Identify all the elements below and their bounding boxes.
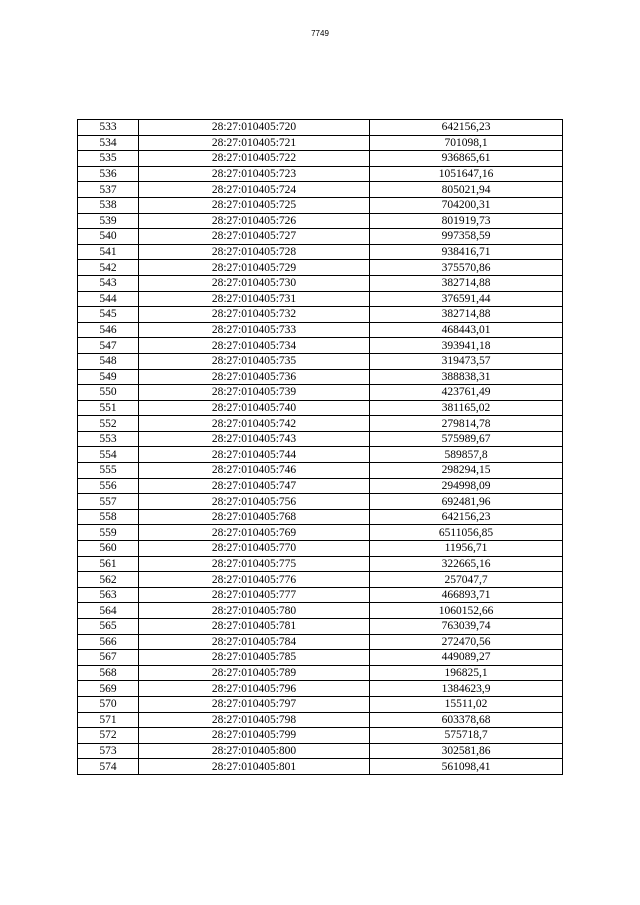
- cadastral-value-cell: 376591,44: [370, 291, 563, 307]
- cadastral-number-cell: 28:27:010405:729: [139, 260, 370, 276]
- row-number-cell: 538: [78, 197, 139, 213]
- cadastral-value-cell: 701098,1: [370, 135, 563, 151]
- cadastral-value-cell: 575718,7: [370, 728, 563, 744]
- row-number-cell: 542: [78, 260, 139, 276]
- table-row: [78, 603, 563, 619]
- row-number-cell: 559: [78, 525, 139, 541]
- table-row: [78, 120, 563, 136]
- cadastral-value-cell: 423761,49: [370, 385, 563, 401]
- cadastral-value-cell: 1060152,66: [370, 603, 563, 619]
- table-row: [78, 572, 563, 588]
- cadastral-number-cell: 28:27:010405:726: [139, 213, 370, 229]
- cadastral-value-cell: 589857,8: [370, 447, 563, 463]
- table-row: [78, 135, 563, 151]
- row-number-cell: 549: [78, 369, 139, 385]
- row-number-cell: 563: [78, 587, 139, 603]
- row-number-cell: 543: [78, 275, 139, 291]
- cadastral-value-cell: 294998,09: [370, 478, 563, 494]
- row-number-cell: 557: [78, 494, 139, 510]
- cadastral-number-cell: 28:27:010405:724: [139, 182, 370, 198]
- cadastral-number-cell: 28:27:010405:770: [139, 541, 370, 557]
- cadastral-value-cell: 393941,18: [370, 338, 563, 354]
- cadastral-number-cell: 28:27:010405:800: [139, 743, 370, 759]
- cadastral-value-cell: 279814,78: [370, 416, 563, 432]
- cadastral-value-cell: 11956,71: [370, 541, 563, 557]
- table-row: [78, 307, 563, 323]
- cadastral-number-cell: 28:27:010405:776: [139, 572, 370, 588]
- row-number-cell: 536: [78, 166, 139, 182]
- table-row: [78, 525, 563, 541]
- cadastral-value-cell: 561098,41: [370, 759, 563, 775]
- cadastral-number-cell: 28:27:010405:734: [139, 338, 370, 354]
- cadastral-number-cell: 28:27:010405:742: [139, 416, 370, 432]
- table-row: [78, 244, 563, 260]
- cadastral-value-cell: 382714,88: [370, 307, 563, 323]
- cadastral-value-cell: 642156,23: [370, 120, 563, 136]
- cadastral-number-cell: 28:27:010405:721: [139, 135, 370, 151]
- table-row: [78, 431, 563, 447]
- row-number-cell: 560: [78, 541, 139, 557]
- cadastral-value-cell: 319473,57: [370, 353, 563, 369]
- cadastral-number-cell: 28:27:010405:768: [139, 509, 370, 525]
- cadastral-number-cell: 28:27:010405:733: [139, 322, 370, 338]
- cadastral-value-cell: 322665,16: [370, 556, 563, 572]
- cadastral-number-cell: 28:27:010405:744: [139, 447, 370, 463]
- table-row: [78, 509, 563, 525]
- cadastral-number-cell: 28:27:010405:725: [139, 197, 370, 213]
- table-row: [78, 681, 563, 697]
- table-row: [78, 759, 563, 775]
- row-number-cell: 569: [78, 681, 139, 697]
- cadastral-value-cell: 388838,31: [370, 369, 563, 385]
- cadastral-number-cell: 28:27:010405:727: [139, 229, 370, 245]
- table-row: [78, 463, 563, 479]
- table-row: [78, 260, 563, 276]
- cadastral-value-cell: 302581,86: [370, 743, 563, 759]
- cadastral-value-cell: 801919,73: [370, 213, 563, 229]
- table-row: [78, 634, 563, 650]
- cadastral-number-cell: 28:27:010405:723: [139, 166, 370, 182]
- cadastral-number-cell: 28:27:010405:722: [139, 151, 370, 167]
- table-row: [78, 385, 563, 401]
- row-number-cell: 555: [78, 463, 139, 479]
- cadastral-number-cell: 28:27:010405:730: [139, 275, 370, 291]
- table-row: [78, 478, 563, 494]
- cadastral-number-cell: 28:27:010405:739: [139, 385, 370, 401]
- row-number-cell: 574: [78, 759, 139, 775]
- cadastral-value-cell: 938416,71: [370, 244, 563, 260]
- cadastral-value-cell: 575989,67: [370, 431, 563, 447]
- table-row: [78, 665, 563, 681]
- cadastral-value-cell: 704200,31: [370, 197, 563, 213]
- cadastral-number-cell: 28:27:010405:743: [139, 431, 370, 447]
- row-number-cell: 537: [78, 182, 139, 198]
- table-row: [78, 743, 563, 759]
- row-number-cell: 548: [78, 353, 139, 369]
- table-row: [78, 338, 563, 354]
- cadastral-value-cell: 257047,7: [370, 572, 563, 588]
- cadastral-value-cell: 997358,59: [370, 229, 563, 245]
- table-row: [78, 712, 563, 728]
- cadastral-value-cell: 381165,02: [370, 400, 563, 416]
- cadastral-number-cell: 28:27:010405:731: [139, 291, 370, 307]
- row-number-cell: 534: [78, 135, 139, 151]
- row-number-cell: 573: [78, 743, 139, 759]
- table-row: [78, 166, 563, 182]
- row-number-cell: 553: [78, 431, 139, 447]
- row-number-cell: 552: [78, 416, 139, 432]
- cadastral-value-cell: 468443,01: [370, 322, 563, 338]
- row-number-cell: 556: [78, 478, 139, 494]
- row-number-cell: 562: [78, 572, 139, 588]
- table-row: [78, 728, 563, 744]
- cadastral-value-cell: 375570,86: [370, 260, 563, 276]
- cadastral-number-cell: 28:27:010405:784: [139, 634, 370, 650]
- cadastral-value-cell: 1384623,9: [370, 681, 563, 697]
- table-row: [78, 275, 563, 291]
- cadastral-number-cell: 28:27:010405:799: [139, 728, 370, 744]
- table-row: [78, 541, 563, 557]
- row-number-cell: 550: [78, 385, 139, 401]
- table-row: [78, 182, 563, 198]
- cadastral-number-cell: 28:27:010405:756: [139, 494, 370, 510]
- cadastral-value-cell: 449089,27: [370, 650, 563, 666]
- cadastral-number-cell: 28:27:010405:780: [139, 603, 370, 619]
- row-number-cell: 572: [78, 728, 139, 744]
- row-number-cell: 545: [78, 307, 139, 323]
- cadastral-number-cell: 28:27:010405:789: [139, 665, 370, 681]
- table-row: [78, 619, 563, 635]
- row-number-cell: 546: [78, 322, 139, 338]
- table-row: [78, 151, 563, 167]
- cadastral-value-cell: 466893,71: [370, 587, 563, 603]
- row-number-cell: 544: [78, 291, 139, 307]
- cadastral-number-cell: 28:27:010405:785: [139, 650, 370, 666]
- cadastral-number-cell: 28:27:010405:728: [139, 244, 370, 260]
- cadastral-number-cell: 28:27:010405:777: [139, 587, 370, 603]
- cadastral-value-cell: 805021,94: [370, 182, 563, 198]
- row-number-cell: 564: [78, 603, 139, 619]
- row-number-cell: 540: [78, 229, 139, 245]
- cadastral-number-cell: 28:27:010405:747: [139, 478, 370, 494]
- row-number-cell: 533: [78, 120, 139, 136]
- cadastral-number-cell: 28:27:010405:781: [139, 619, 370, 635]
- row-number-cell: 561: [78, 556, 139, 572]
- cadastral-value-cell: 603378,68: [370, 712, 563, 728]
- cadastral-number-cell: 28:27:010405:746: [139, 463, 370, 479]
- row-number-cell: 567: [78, 650, 139, 666]
- cadastral-number-cell: 28:27:010405:735: [139, 353, 370, 369]
- row-number-cell: 547: [78, 338, 139, 354]
- table-row: [78, 291, 563, 307]
- cadastral-number-cell: 28:27:010405:736: [139, 369, 370, 385]
- row-number-cell: 541: [78, 244, 139, 260]
- table-row: [78, 400, 563, 416]
- cadastral-value-cell: 6511056,85: [370, 525, 563, 541]
- row-number-cell: 568: [78, 665, 139, 681]
- row-number-cell: 566: [78, 634, 139, 650]
- row-number-cell: 570: [78, 696, 139, 712]
- cadastral-number-cell: 28:27:010405:740: [139, 400, 370, 416]
- table-row: [78, 587, 563, 603]
- cadastral-number-cell: 28:27:010405:801: [139, 759, 370, 775]
- cadastral-value-cell: 298294,15: [370, 463, 563, 479]
- cadastral-value-cell: 196825,1: [370, 665, 563, 681]
- cadastral-number-cell: 28:27:010405:775: [139, 556, 370, 572]
- cadastral-value-cell: 1051647,16: [370, 166, 563, 182]
- row-number-cell: 554: [78, 447, 139, 463]
- cadastral-value-cell: 15511,02: [370, 696, 563, 712]
- cadastral-value-cell: 936865,61: [370, 151, 563, 167]
- table-body: [78, 120, 563, 775]
- row-number-cell: 571: [78, 712, 139, 728]
- cadastral-value-table: [77, 119, 563, 775]
- cadastral-value-cell: 382714,88: [370, 275, 563, 291]
- cadastral-number-cell: 28:27:010405:769: [139, 525, 370, 541]
- cadastral-number-cell: 28:27:010405:797: [139, 696, 370, 712]
- row-number-cell: 535: [78, 151, 139, 167]
- cadastral-value-cell: 272470,56: [370, 634, 563, 650]
- table-row: [78, 650, 563, 666]
- row-number-cell: 551: [78, 400, 139, 416]
- table-row: [78, 229, 563, 245]
- cadastral-value-cell: 642156,23: [370, 509, 563, 525]
- cadastral-number-cell: 28:27:010405:796: [139, 681, 370, 697]
- table-row: [78, 322, 563, 338]
- cadastral-value-cell: 692481,96: [370, 494, 563, 510]
- cadastral-number-cell: 28:27:010405:798: [139, 712, 370, 728]
- table-row: [78, 197, 563, 213]
- table-row: [78, 556, 563, 572]
- cadastral-number-cell: 28:27:010405:720: [139, 120, 370, 136]
- table-row: [78, 696, 563, 712]
- table-row: [78, 369, 563, 385]
- page-number: 7749: [311, 29, 329, 38]
- cadastral-value-cell: 763039,74: [370, 619, 563, 635]
- table-row: [78, 353, 563, 369]
- table-row: [78, 416, 563, 432]
- row-number-cell: 565: [78, 619, 139, 635]
- table-row: [78, 494, 563, 510]
- row-number-cell: 558: [78, 509, 139, 525]
- row-number-cell: 539: [78, 213, 139, 229]
- cadastral-number-cell: 28:27:010405:732: [139, 307, 370, 323]
- table-row: [78, 447, 563, 463]
- table-row: [78, 213, 563, 229]
